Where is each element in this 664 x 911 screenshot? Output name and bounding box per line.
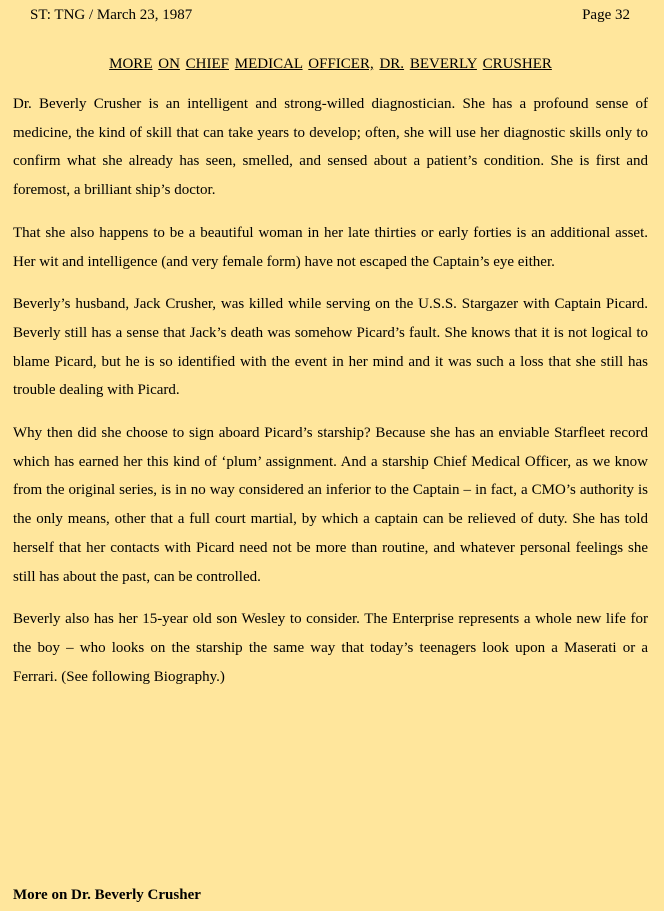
title-word: DR.: [379, 56, 405, 72]
title-word: CHIEF: [185, 56, 229, 72]
title-word: MEDICAL: [234, 56, 303, 72]
body-paragraph: That she also happens to be a beautiful woman in her late thirties or early forties is an additional asset. Her wit and intelligence (and very female form) have not escaped the Captain’s eye either.: [13, 224, 648, 270]
body-paragraph: Why then did she choose to sign aboard Picard’s starship? Because she has an enviable Starfleet record which has earned her this kind of ‘plum’ assignment. And a starship Chief Medical Officer, as we know from the original series, is in no way considered an inferior to the Captain – in fact, a CMO’s authority is the only means, other that a full court martial, by which a captain can be relieved of duty. She has told herself that her contacts with Picard need not be more than routine, and whatever personal feelings she still has about the past, can be controlled.: [13, 425, 648, 585]
footer-link[interactable]: More on Dr. Beverly Crusher: [13, 887, 201, 903]
header-page-number: Page 32: [582, 7, 630, 23]
body-paragraph: Dr. Beverly Crusher is an intelligent and strong-willed diagnostician. She has a profound sense of medicine, the kind of skill that can take years to develop; often, she will use her diagnostic skills only to confirm what she already has seen, smelled, and sensed about a patient’s condition. She is first and foremost, a brilliant ship’s doctor.: [13, 96, 648, 199]
body-paragraph: Beverly’s husband, Jack Crusher, was killed while serving on the U.S.S. Stargazer with Captain Picard. Beverly still has a sense that Jack’s death was somehow Picard’s fault. She knows that it is not logical to blame Picard, but he is so identified with the event in her mind and it was such a loss that she still has trouble dealing with Picard.: [13, 296, 648, 399]
section-title: [13, 54, 648, 74]
page-header: [30, 5, 630, 25]
body-content: [13, 90, 648, 705]
title-word: MORE: [109, 56, 153, 72]
title-word: OFFICER,: [308, 56, 374, 72]
header-script-info: ST: TNG / March 23, 1987: [30, 7, 193, 23]
body-paragraph: Beverly also has her 15-year old son Wesley to consider. The Enterprise represents a whole new life for the boy – who looks on the starship the same way that today’s teenagers look upon a Maserati or a Ferrari. (See following Biography.): [13, 611, 648, 685]
title-word: ON: [158, 56, 180, 72]
title-word: CRUSHER: [482, 56, 552, 72]
title-word: BEVERLY: [409, 56, 477, 72]
